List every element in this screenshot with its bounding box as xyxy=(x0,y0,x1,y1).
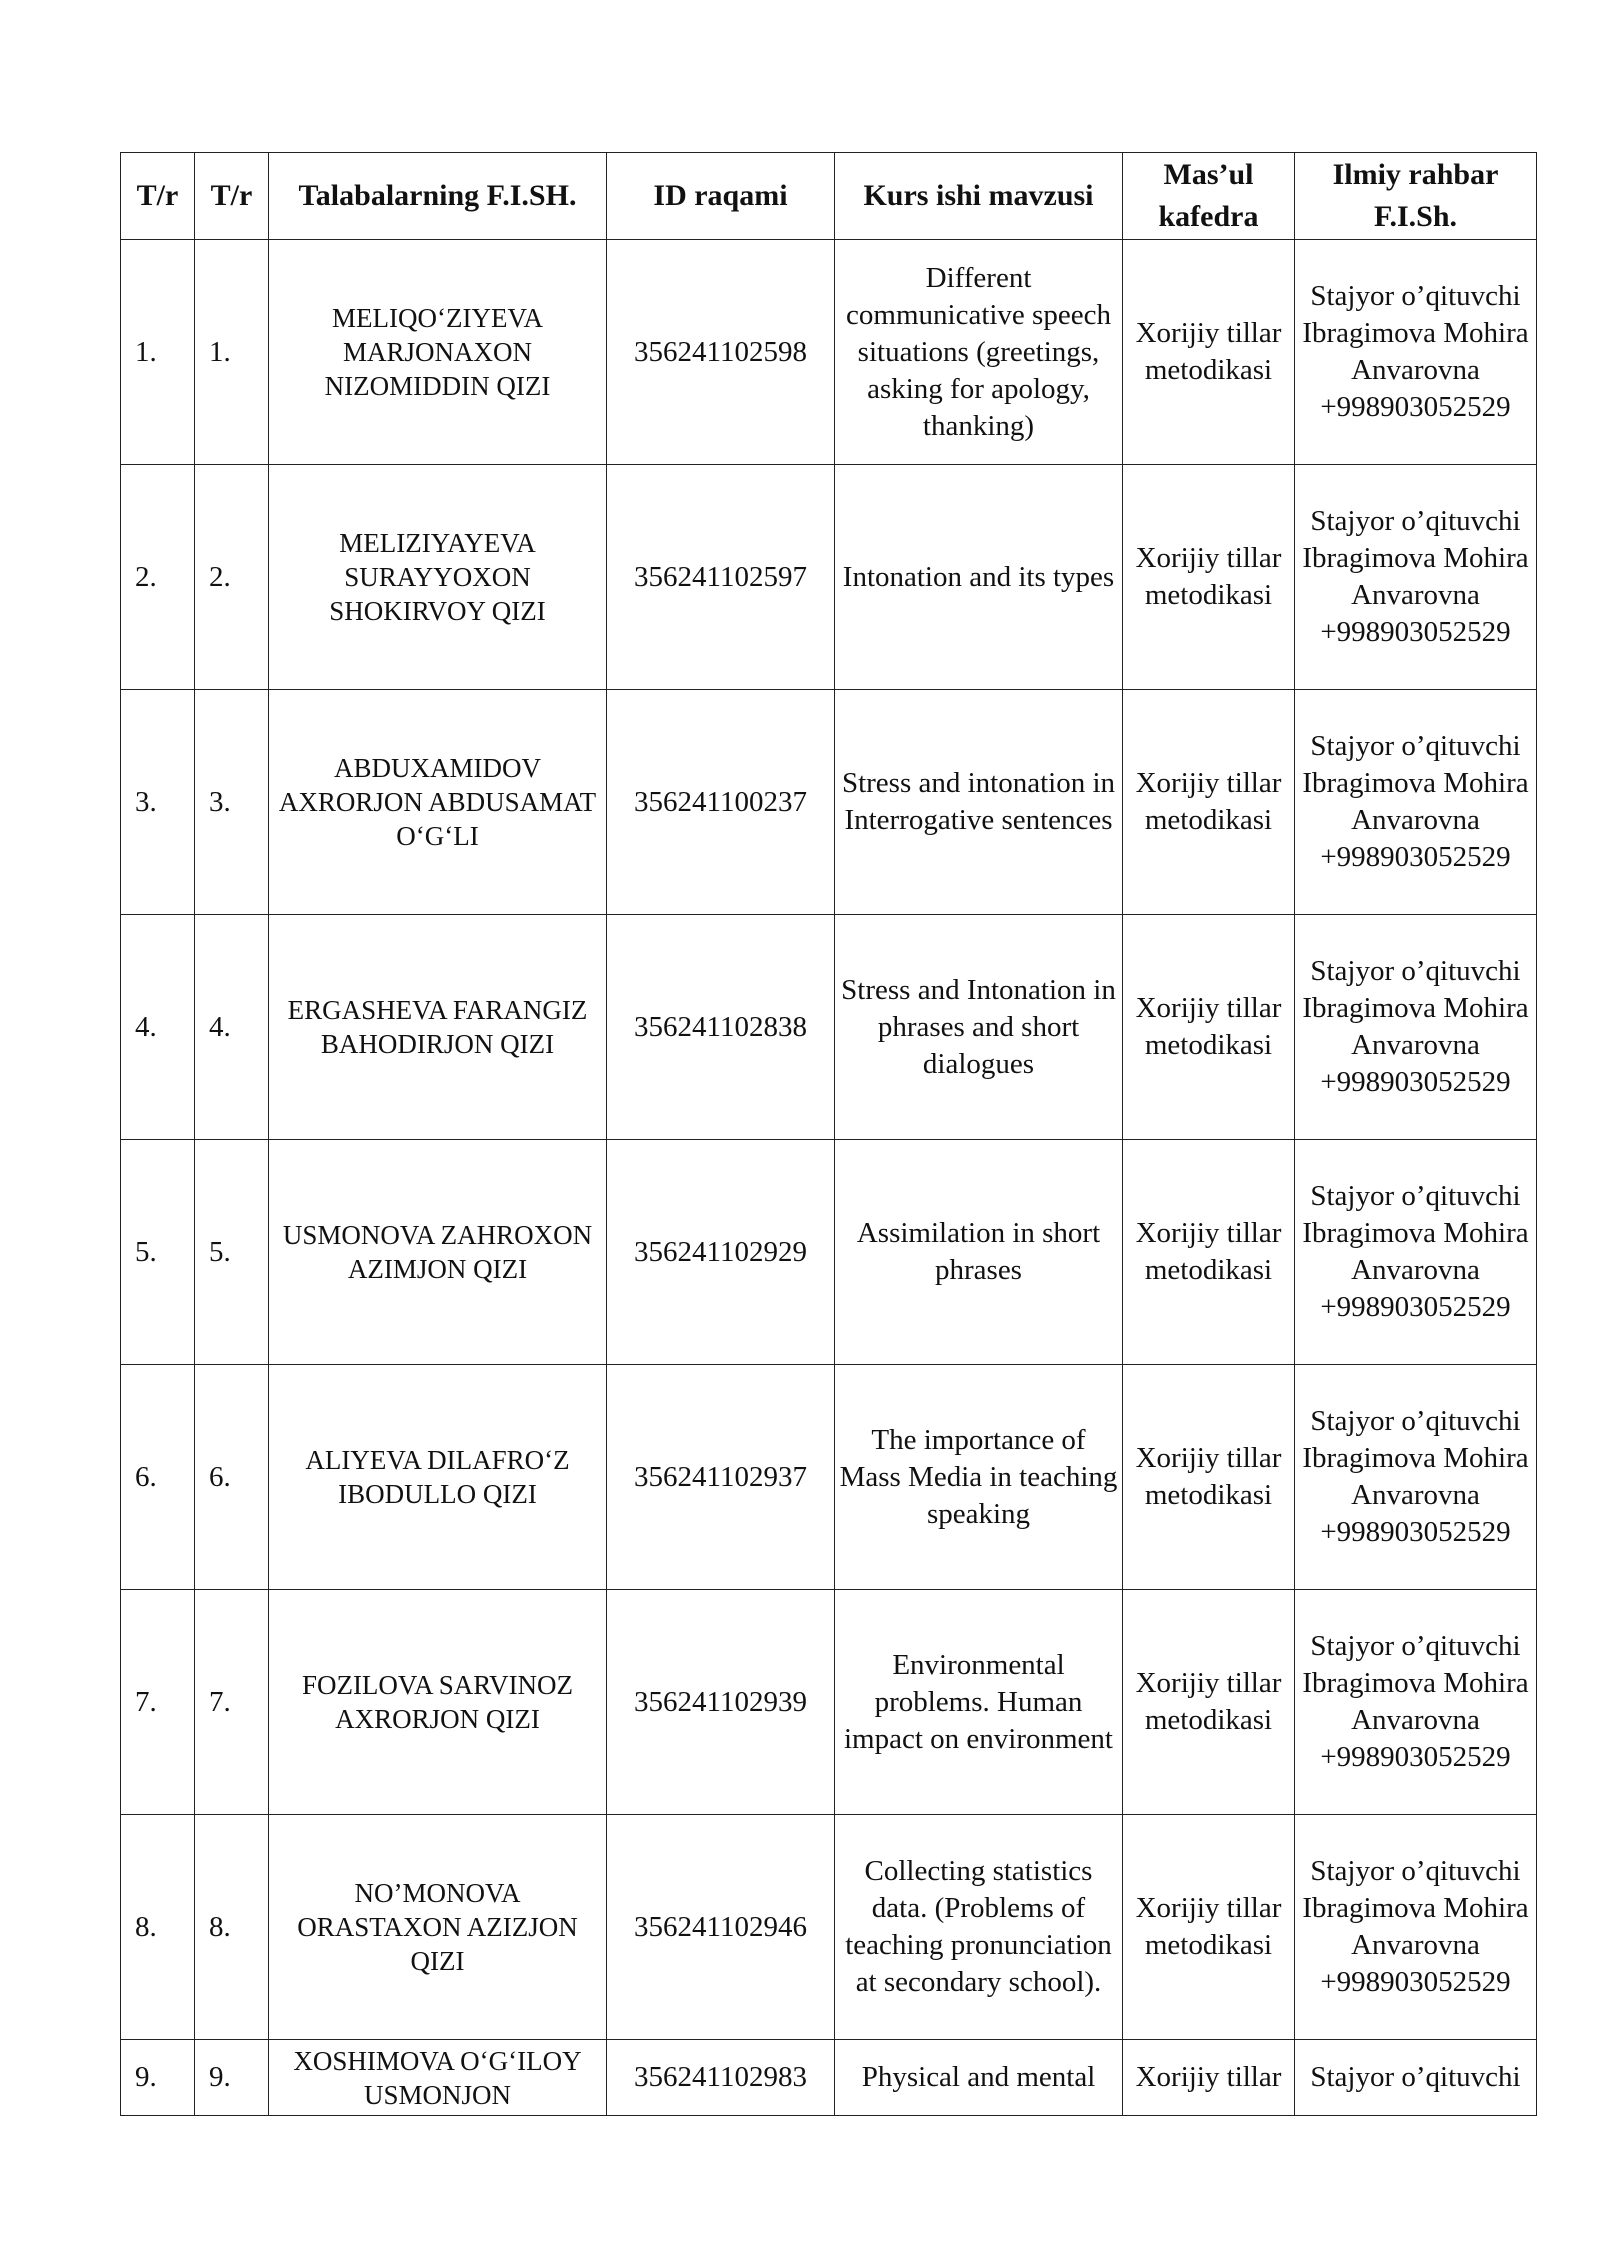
department: Xorijiy tillar metodikasi xyxy=(1123,465,1295,690)
student-name: FOZILOVA SARVINOZ AXRORJON QIZI xyxy=(269,1590,607,1815)
header-cell: T/r xyxy=(121,153,195,240)
student-id: 356241102946 xyxy=(607,1815,835,2040)
student-name: XOSHIMOVA O‘G‘ILOY USMONJON xyxy=(269,2040,607,2116)
table-row xyxy=(121,1365,1537,1590)
row-number: 8. xyxy=(121,1815,195,2040)
department: Xorijiy tillar metodikasi xyxy=(1123,690,1295,915)
row-number: 5. xyxy=(121,1140,195,1365)
row-number: 6. xyxy=(121,1365,195,1590)
header-cell: Kurs ishi mavzusi xyxy=(835,153,1123,240)
course-topic: Environmental problems. Human impact on environment xyxy=(835,1590,1123,1815)
row-number: 1. xyxy=(121,240,195,465)
department: Xorijiy tillar metodikasi xyxy=(1123,1590,1295,1815)
student-name: MELIZIYAYEVA SURAYYOXON SHOKIRVOY QIZI xyxy=(269,465,607,690)
advisor: Stajyor o’qituvchi Ibragimova Mohira Anvarovna +998903052529 xyxy=(1295,915,1537,1140)
student-id: 356241102598 xyxy=(607,240,835,465)
table-row xyxy=(121,1140,1537,1365)
table-row xyxy=(121,1590,1537,1815)
student-name: MELIQO‘ZIYEVA MARJONAXON NIZOMIDDIN QIZI xyxy=(269,240,607,465)
student-id: 356241102597 xyxy=(607,465,835,690)
student-name: USMONOVA ZAHROXON AZIMJON QIZI xyxy=(269,1140,607,1365)
row-number: 1. xyxy=(195,240,269,465)
student-id: 356241100237 xyxy=(607,690,835,915)
header-cell: T/r xyxy=(195,153,269,240)
student-id: 356241102939 xyxy=(607,1590,835,1815)
course-topic: The importance of Mass Media in teaching speaking xyxy=(835,1365,1123,1590)
student-id: 356241102937 xyxy=(607,1365,835,1590)
student-id: 356241102929 xyxy=(607,1140,835,1365)
advisor: Stajyor o’qituvchi Ibragimova Mohira Anvarovna +998903052529 xyxy=(1295,1365,1537,1590)
department: Xorijiy tillar metodikasi xyxy=(1123,1140,1295,1365)
student-name: ABDUXAMIDOV AXRORJON ABDUSAMAT O‘G‘LI xyxy=(269,690,607,915)
row-number: 5. xyxy=(195,1140,269,1365)
table-row xyxy=(121,2040,1537,2116)
student-name: ERGASHEVA FARANGIZ BAHODIRJON QIZI xyxy=(269,915,607,1140)
course-topic: Physical and mental xyxy=(835,2040,1123,2116)
course-topic: Stress and intonation in Interrogative sentences xyxy=(835,690,1123,915)
department: Xorijiy tillar metodikasi xyxy=(1123,1815,1295,2040)
table-row xyxy=(121,240,1537,465)
row-number: 3. xyxy=(195,690,269,915)
advisor: Stajyor o’qituvchi Ibragimova Mohira Anvarovna +998903052529 xyxy=(1295,1815,1537,2040)
course-topic: Collecting statistics data. (Problems of teaching pronunciation at secondary school). xyxy=(835,1815,1123,2040)
student-id: 356241102983 xyxy=(607,2040,835,2116)
table-row xyxy=(121,1815,1537,2040)
row-number: 2. xyxy=(195,465,269,690)
row-number: 8. xyxy=(195,1815,269,2040)
table-row xyxy=(121,690,1537,915)
student-name: ALIYEVA DILAFRO‘Z IBODULLO QIZI xyxy=(269,1365,607,1590)
header-cell: ID raqami xyxy=(607,153,835,240)
course-topic: Assimilation in short phrases xyxy=(835,1140,1123,1365)
row-number: 9. xyxy=(195,2040,269,2116)
advisor: Stajyor o’qituvchi xyxy=(1295,2040,1537,2116)
row-number: 4. xyxy=(121,915,195,1140)
course-topic: Intonation and its types xyxy=(835,465,1123,690)
department: Xorijiy tillar metodikasi xyxy=(1123,240,1295,465)
row-number: 9. xyxy=(121,2040,195,2116)
header-cell: Talabalarning F.I.SH. xyxy=(269,153,607,240)
row-number: 2. xyxy=(121,465,195,690)
row-number: 3. xyxy=(121,690,195,915)
student-id: 356241102838 xyxy=(607,915,835,1140)
department: Xorijiy tillar metodikasi xyxy=(1123,1365,1295,1590)
course-topic: Different communicative speech situations (greetings, asking for apology, thanking) xyxy=(835,240,1123,465)
department: Xorijiy tillar xyxy=(1123,2040,1295,2116)
advisor: Stajyor o’qituvchi Ibragimova Mohira Anvarovna +998903052529 xyxy=(1295,1590,1537,1815)
student-name: NO’MONOVA ORASTAXON AZIZJON QIZI xyxy=(269,1815,607,2040)
department: Xorijiy tillar metodikasi xyxy=(1123,915,1295,1140)
advisor: Stajyor o’qituvchi Ibragimova Mohira Anvarovna +998903052529 xyxy=(1295,1140,1537,1365)
course-topic: Stress and Intonation in phrases and short dialogues xyxy=(835,915,1123,1140)
table-row xyxy=(121,465,1537,690)
advisor: Stajyor o’qituvchi Ibragimova Mohira Anvarovna +998903052529 xyxy=(1295,690,1537,915)
row-number: 7. xyxy=(121,1590,195,1815)
header-row xyxy=(121,153,1537,240)
header-cell: Ilmiy rahbar F.I.Sh. xyxy=(1295,153,1537,240)
row-number: 6. xyxy=(195,1365,269,1590)
students-table xyxy=(120,152,1537,2116)
header-cell: Mas’ul kafedra xyxy=(1123,153,1295,240)
row-number: 4. xyxy=(195,915,269,1140)
row-number: 7. xyxy=(195,1590,269,1815)
table-row xyxy=(121,915,1537,1140)
advisor: Stajyor o’qituvchi Ibragimova Mohira Anvarovna +998903052529 xyxy=(1295,465,1537,690)
advisor: Stajyor o’qituvchi Ibragimova Mohira Anvarovna +998903052529 xyxy=(1295,240,1537,465)
